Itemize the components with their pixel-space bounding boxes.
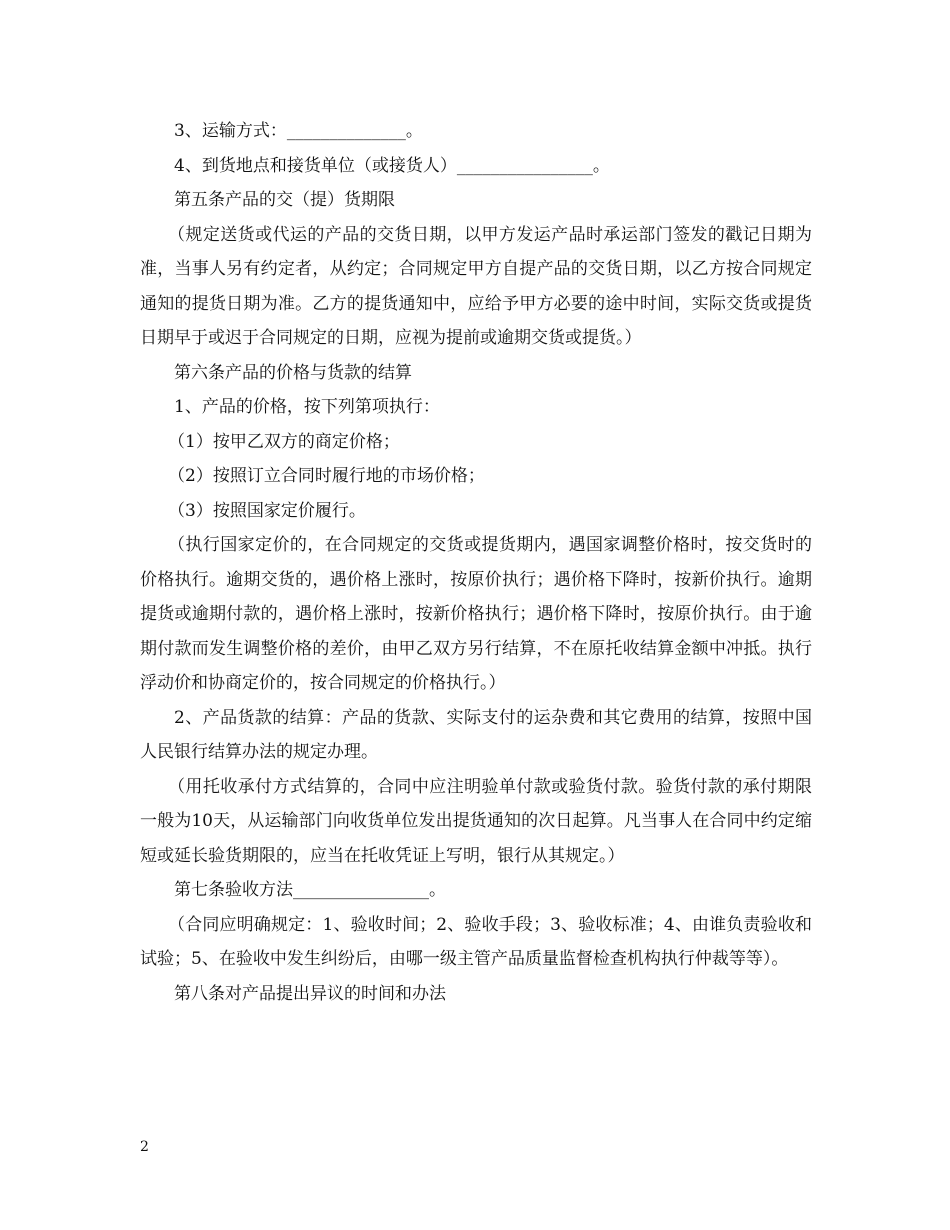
paragraph-price-option-1: （1）按甲乙双方的商定价格； xyxy=(168,431,400,452)
paragraph-article-7-note: （合同应明确规定：1、验收时间；2、验收手段；3、验收标准；4、由谁负责验收和试验；5、在验收中发生纠纷后，由哪一级主管产品质量监督检查机构执行仲裁等等）。 xyxy=(140,914,812,969)
paragraph-payment-note: （用托收承付方式结算的，合同中应注明验单付款或验货付款。验货付款的承付期限一般为10天，从运输部门向收货单位发出提货通知的次日起算。凡当事人在合同中约定缩短或延长验货期限的，应当在托收凭证上写明，银行从其规定。） xyxy=(140,776,812,866)
paragraph-price-intro: 1、产品的价格，按下列第项执行： xyxy=(174,397,440,417)
heading-article-8: 第八条对产品提出异议的时间和办法 xyxy=(174,983,446,1004)
heading-article-6: 第六条产品的价格与货款的结算 xyxy=(174,362,412,383)
paragraph-delivery-location: 4、到货地点和接货单位（或接货人）________________。 xyxy=(174,155,610,176)
paragraph-payment-settlement: 2、产品货款的结算：产品的货款、实际支付的运杂费和其它费用的结算，按照中国人民银行结算办法的规定办理。 xyxy=(140,707,812,762)
paragraph-transport-method: 3、运输方式：______________。 xyxy=(174,121,423,141)
document-body xyxy=(140,114,812,1011)
paragraph-price-option-2: （2）按照订立合同时履行地的市场价格； xyxy=(168,466,485,486)
paragraph-price-note: （执行国家定价的，在合同规定的交货或提货期内，遇国家调整价格时，按交货时的价格执行。逾期交货的，遇价格上涨时，按原价执行；遇价格下降时，按新价执行。逾期提货或逾期付款的，遇价格上涨时，按新价格执行；遇价格下降时，按原价执行。由于逾期付款而发生调整价格的差价，由甲乙双方另行结算，不在原托收结算金额中冲抵。执行浮动价和协商定价的，按合同规定的价格执行。） xyxy=(140,535,812,693)
heading-article-7: 第七条验收方法________________。 xyxy=(174,880,446,900)
paragraph-price-option-3: （3）按照国家定价履行。 xyxy=(168,500,366,521)
paragraph-article-5-note: （规定送货或代运的产品的交货日期，以甲方发运产品时承运部门签发的戳记日期为准，当事人另有约定者，从约定；合同规定甲方自提产品的交货日期，以乙方按合同规定通知的提货日期为准。乙方的提货通知中，应给予甲方必要的途中时间，实际交货或提货日期早于或迟于合同规定的日期，应视为提前或逾期交货或提货。） xyxy=(140,224,812,348)
heading-article-5: 第五条产品的交（提）货期限 xyxy=(174,190,395,210)
page-number: 2 xyxy=(140,1139,149,1155)
